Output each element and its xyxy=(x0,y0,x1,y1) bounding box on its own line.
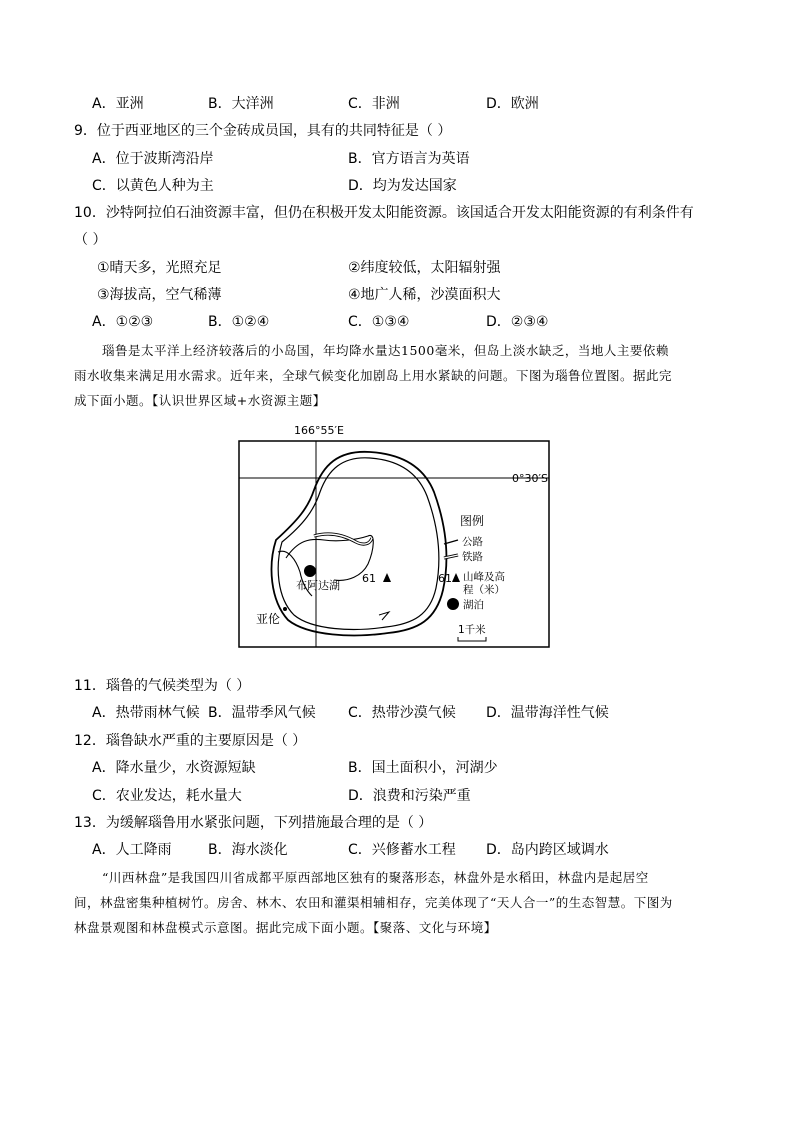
q12-option-c: C．农业发达，耗水量大 xyxy=(92,788,242,804)
q13-option-c: C．兴修蓄水工程 xyxy=(348,842,456,858)
q10-stem-line2: （ ） xyxy=(74,232,107,248)
q12-option-b: B．国土面积小，河湖少 xyxy=(348,760,498,776)
q11-option-d: D．温带海洋性气候 xyxy=(486,705,609,721)
legend-road-label: 公路 xyxy=(462,536,483,548)
q10-item-1: ①晴天多，光照充足 xyxy=(97,260,222,276)
q9-option-b: B．官方语言为英语 xyxy=(348,151,470,167)
peak-height-label: 61 xyxy=(362,572,376,585)
nauru-location-map xyxy=(238,440,550,648)
q10-option-a: A．①②③ xyxy=(92,314,154,330)
scale-label: 1千米 xyxy=(458,624,486,636)
q13-option-d: D．岛内跨区域调水 xyxy=(486,842,609,858)
passage-nauru-line: 瑙鲁是太平洋上经济较落后的小岛国，年均降水量达1500毫米，但岛上淡水缺乏，当地人主要依赖 xyxy=(102,343,669,358)
q11-stem: 11．瑙鲁的气候类型为（ ） xyxy=(74,678,251,694)
yaren-label: 亚伦 xyxy=(256,612,281,626)
passage-nauru-line: 雨水收集来满足用水需求。近年来，全球气候变化加剧岛上用水紧缺的问题。下图为瑙鲁位置图。据此完 xyxy=(74,368,673,383)
q10-item-3: ③海拔高，空气稀薄 xyxy=(97,287,222,303)
passage-linpan-line: 林盘景观图和林盘模式示意图。据此完成下面小题。【聚落、文化与环境】 xyxy=(74,920,497,935)
yaren-dot xyxy=(283,607,287,611)
q10-stem-line1: 10．沙特阿拉伯石油资源丰富，但仍在积极开发太阳能资源。该国适合开发太阳能资源的有利条件有 xyxy=(74,205,694,221)
legend-railway-label: 铁路 xyxy=(462,551,483,563)
q10-item-4: ④地广人稀，沙漠面积大 xyxy=(348,287,501,303)
passage-linpan-line: 间，林盘密集种植树竹。房舍、林木、农田和灌渠相辅相存，完美体现了“天人合一”的生态智慧。下图为 xyxy=(74,895,673,910)
passage-nauru-line: 成下面小题。【认识世界区域+水资源主题】 xyxy=(74,393,326,408)
q9-stem: 9．位于西亚地区的三个金砖成员国，具有的共同特征是（ ） xyxy=(74,123,452,139)
q11-option-c: C．热带沙漠气候 xyxy=(348,705,456,721)
q13-option-b: B．海水淡化 xyxy=(208,842,288,858)
q12-option-a: A．降水量少，水资源短缺 xyxy=(92,760,256,776)
legend-title: 图例 xyxy=(460,514,485,528)
q9-option-d: D．均为发达国家 xyxy=(348,178,457,194)
q11-option-a: A．热带雨林气候 xyxy=(92,705,200,721)
q10-option-d: D．②③④ xyxy=(486,314,549,330)
legend-lake-label: 湖泊 xyxy=(463,599,484,611)
legend-peak-label-line2: 程（米） xyxy=(463,584,505,596)
legend-peak-value: 61 xyxy=(438,572,452,585)
latitude-label: 0°30′S xyxy=(512,472,548,485)
passage-nauru xyxy=(74,338,726,413)
q8-option-b: B．大洋洲 xyxy=(208,96,274,112)
q10-option-c: C．①③④ xyxy=(348,314,410,330)
q12-stem: 12．瑙鲁缺水严重的主要原因是（ ） xyxy=(74,733,307,749)
passage-linpan-line: “川西林盘”是我国四川省成都平原西部地区独有的聚落形态，林盘外是水稻田，林盘内是起居空 xyxy=(102,870,649,885)
passage-linpan xyxy=(74,865,726,940)
q8-option-c: C．非洲 xyxy=(348,96,400,112)
q10-item-2: ②纬度较低，太阳辐射强 xyxy=(348,260,501,276)
buada-lagoon-label: 布阿达湖 xyxy=(296,579,340,592)
buada-lagoon xyxy=(304,565,316,577)
q9-option-c: C．以黄色人种为主 xyxy=(92,178,214,194)
legend-peak-label-line1: 山峰及高 xyxy=(463,571,505,583)
q13-stem: 13．为缓解瑙鲁用水紧张问题，下列措施最合理的是（ ） xyxy=(74,815,433,831)
longitude-label: 166°55′E xyxy=(294,424,344,437)
q8-option-a: A．亚洲 xyxy=(92,96,144,112)
q12-option-d: D．浪费和污染严重 xyxy=(348,788,471,804)
q8-option-d: D．欧洲 xyxy=(486,96,539,112)
q11-option-b: B．温带季风气候 xyxy=(208,705,316,721)
q10-option-b: B．①②④ xyxy=(208,314,270,330)
q9-option-a: A．位于波斯湾沿岸 xyxy=(92,151,214,167)
q13-option-a: A．人工降雨 xyxy=(92,842,172,858)
legend-lake-icon xyxy=(447,598,459,610)
